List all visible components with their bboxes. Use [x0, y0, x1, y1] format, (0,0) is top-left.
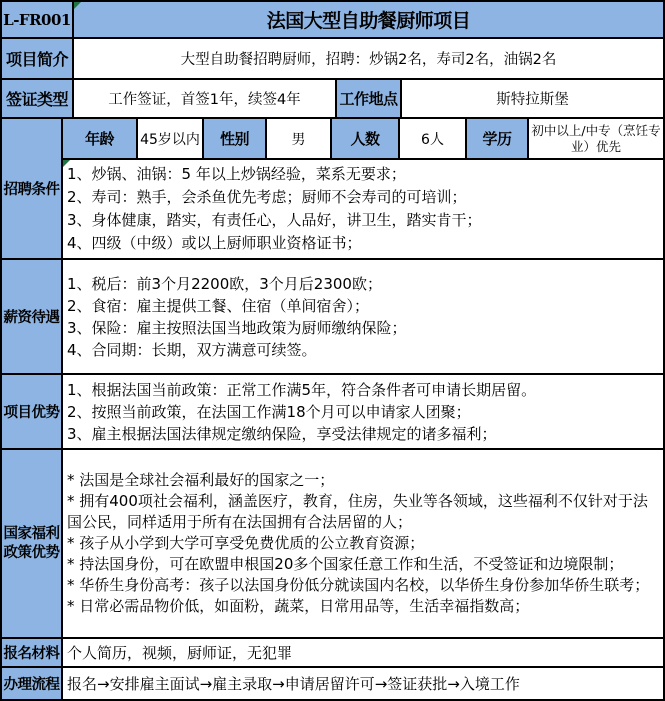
gender-value: 男: [267, 119, 332, 158]
advantages-text-cell: [63, 375, 663, 448]
process-row: [2, 668, 663, 699]
welfare-label: [2, 450, 63, 637]
salary-line: 3、保险：雇主按照法国当地政策为厨师缴纳保险；: [67, 318, 407, 337]
cell-error-triangle-icon: [63, 160, 70, 167]
project-code-cell: L-FR001: [2, 2, 74, 37]
requirements-content: [63, 119, 663, 258]
cell-error-triangle-icon: [74, 2, 81, 9]
welfare-line: * 孩子从小学到大学可享受免费优质的公立教育资源；: [67, 534, 425, 552]
advantage-line: 3、雇主根据法国法律规定缴纳保险，享受法律规定的诸多福利；: [67, 424, 497, 443]
age-label: 年龄: [63, 119, 138, 158]
intro-value: 大型自助餐招聘厨师，招聘：炒锅2名，寿司2名，油锅2名: [180, 52, 557, 68]
visa-type-value: 工作签证，首签1年，续签4年: [108, 92, 301, 108]
work-location-value: 斯特拉斯堡: [496, 92, 569, 108]
requirements-row: [2, 119, 663, 260]
project-title: 法国大型自助餐厨师项目: [266, 10, 471, 32]
education-label: 学历: [467, 119, 529, 158]
welfare-label-line1: 国家福利: [3, 525, 60, 542]
process-value-cell: [63, 668, 663, 699]
intro-row: [2, 39, 663, 80]
process-label: 办理流程: [2, 668, 63, 699]
gender-label: 性别: [204, 119, 267, 158]
visa-row: [2, 80, 663, 119]
header-row: [2, 2, 663, 39]
work-location-value-cell: [402, 80, 663, 117]
requirement-line: 1、炒锅、油锅：5 年以上炒锅经验，菜系无要求；: [67, 165, 406, 183]
requirement-line: 2、寿司：熟手，会杀鱼优先考虑；厨师不会寿司的可培训；: [67, 188, 467, 206]
advantage-line: 1、根据法国当前政策：正常工作满5年，符合条件者可申请长期居留。: [67, 380, 537, 399]
intro-label: 项目简介: [2, 39, 74, 78]
materials-value: 个人简历，视频，厨师证，无犯罪: [67, 644, 293, 662]
requirements-label: 招聘条件: [2, 119, 63, 258]
visa-type-value-cell: [74, 80, 337, 117]
advantage-line: 2、按照当前政策，在法国工作满18个月可以申请家人团聚；: [67, 402, 471, 421]
process-value: 报名→安排雇主面试→雇主录取→申请居留许可→签证获批→入境工作: [67, 675, 520, 693]
welfare-line: * 法国是全球社会福利最好的国家之一；: [67, 471, 335, 489]
welfare-line: * 日常必需品物价低，如面粉，蔬菜，日常用品等，生活幸福指数高；: [67, 597, 530, 615]
work-location-label: 工作地点: [337, 80, 402, 117]
age-value: 45岁以内: [138, 119, 204, 158]
materials-value-cell: [63, 639, 663, 666]
salary-line: 1、税后：前3个月2200欧，3个月后2300欧；: [67, 274, 382, 293]
salary-row: [2, 260, 663, 375]
headcount-value: 6人: [400, 119, 467, 158]
salary-text-cell: [63, 260, 663, 373]
requirements-subheader: [63, 119, 663, 160]
welfare-label-line2: 政策优势: [3, 544, 60, 561]
salary-line: 4、合同期：长期，双方满意可续签。: [67, 340, 317, 359]
project-title-cell: [74, 2, 663, 37]
salary-label: 薪资待遇: [2, 260, 63, 373]
welfare-line: * 华侨生身份高考：孩子以法国身份低分就读国内名校，以华侨生身份参加华侨生联考；: [67, 576, 650, 594]
materials-row: [2, 639, 663, 668]
requirement-line: 4、四级（中级）或以上厨师职业资格证书；: [67, 234, 362, 252]
welfare-text-cell: [63, 450, 663, 637]
welfare-row: [2, 450, 663, 639]
visa-type-label: 签证类型: [2, 80, 74, 117]
welfare-line: * 持法国身份，可在欧盟申根国20多个国家任意工作和生活，不受签证和边境限制；: [67, 555, 624, 573]
education-value: 初中以上/中专（烹饪专业）优先: [531, 122, 661, 154]
welfare-line: * 拥有400项社会福利，涵盖医疗，教育，住房，失业等各领域，这些福利不仅针对于法国公民，同样适用于所有在法国拥有合法居留的人；: [67, 492, 648, 531]
requirements-text-cell: [63, 160, 663, 258]
headcount-label: 人数: [332, 119, 400, 158]
materials-label: 报名材料: [2, 639, 63, 666]
requirement-line: 3、身体健康，踏实，有责任心，人品好，讲卫生，踏实肯干；: [67, 211, 482, 229]
salary-line: 2、食宿：雇主提供工餐、住宿（单间宿舍）；: [67, 296, 370, 315]
intro-value-cell: [74, 39, 663, 78]
advantages-row: [2, 375, 663, 450]
advantages-label: 项目优势: [2, 375, 63, 448]
